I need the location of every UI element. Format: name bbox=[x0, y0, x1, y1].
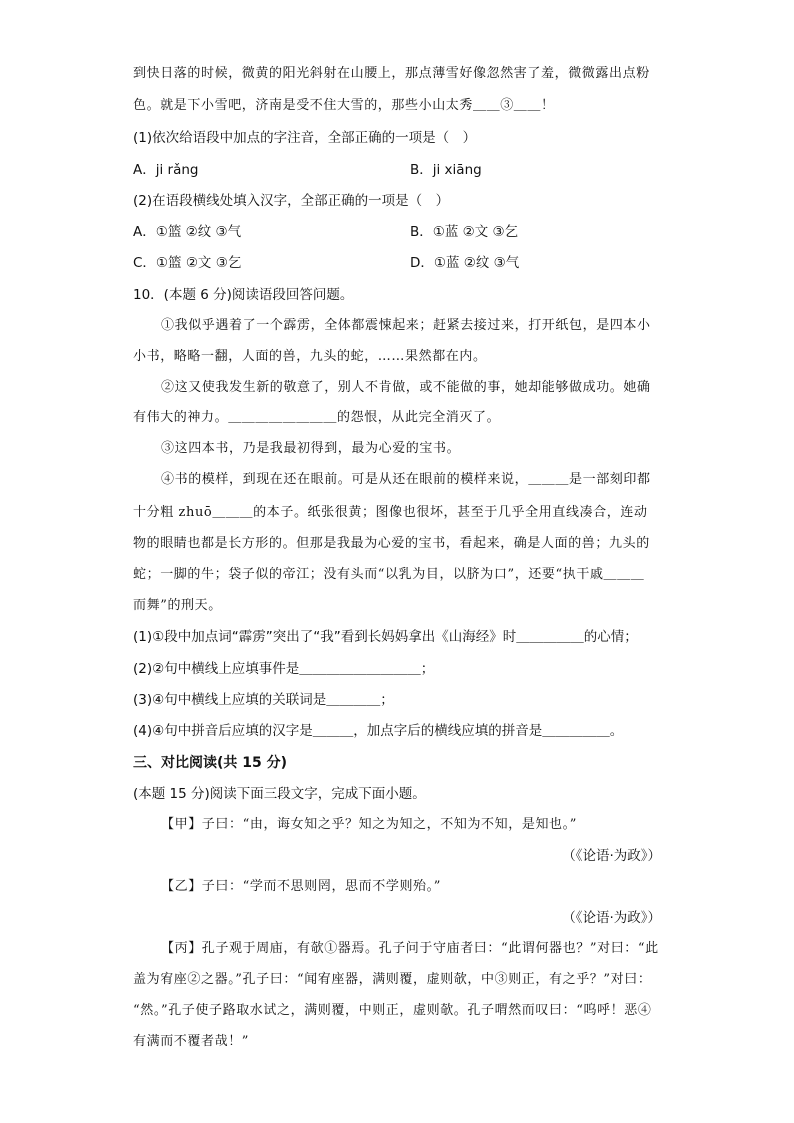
passage-line: ①我似乎遇着了一个霹雳，全体都震悚起来；赶紧去接过来，打开纸包，是四本小 bbox=[161, 318, 651, 333]
passage-line: 【甲】子曰：“由，诲女知之乎？知之为知之，不知为不知，是知也。” bbox=[161, 817, 577, 832]
option-d: D．①蓝 ②纹 ③气 bbox=[410, 255, 520, 271]
passage-line: 物的眼睛也都是长方形的。但那是我最为心爱的宝书，看起来，确是人面的兽；九头的 bbox=[133, 536, 650, 551]
passage-line: 色。就是下小雪吧，济南是受不住大雪的，那些小山太秀＿＿③＿＿！ bbox=[133, 98, 555, 113]
sub-question: (4)④句中拼音后应填的汉字是＿＿＿，加点字后的横线应填的拼音是＿＿＿＿＿。 bbox=[133, 723, 624, 739]
option-b: B．①蓝 ②文 ③乞 bbox=[410, 224, 519, 240]
passage-line: 有满而不覆者哉！” bbox=[133, 1034, 250, 1049]
question-stem: (本题 15 分)阅读下面三段文字，完成下面小题。 bbox=[133, 786, 426, 802]
passage-line: 蛇；一脚的牛；袋子似的帝江；没有头而“以乳为目，以脐为口”，还要“执干戚＿＿＿ bbox=[133, 567, 645, 582]
option-b: B．ji xiāng bbox=[410, 162, 482, 178]
question-stem: (1)依次给语段中加点的字注音，全部正确的一项是（ ） bbox=[133, 130, 477, 146]
passage-line: “然。”孔子使子路取水试之，满则覆，中则正，虚则欹。孔子喟然而叹曰：“呜呼！恶④ bbox=[133, 1003, 652, 1018]
passage-line: 而舞”的刑天。 bbox=[133, 598, 222, 613]
option-a: A．ji rǎng bbox=[133, 162, 199, 178]
question-stem: 10．(本题 6 分)阅读语段回答问题。 bbox=[133, 287, 354, 303]
passage-line: 【乙】子曰：“学而不思则罔，思而不学则殆。” bbox=[161, 879, 441, 894]
passage-line: 有伟大的神力。＿＿＿＿＿＿＿＿的怨恨，从此完全消灭了。 bbox=[133, 410, 501, 425]
passage-line: ②这又使我发生新的敬意了，别人不肯做，或不能做的事，她却能够做成功。她确 bbox=[161, 380, 651, 395]
passage-line: ③这四本书，乃是我最初得到，最为心爱的宝书。 bbox=[161, 441, 461, 456]
passage-line: 盖为宥座②之器。”孔子曰：“闻宥座器，满则覆，虚则欹，中③则正，有之乎？”对曰： bbox=[133, 972, 652, 987]
passage-line: 到快日落的时候，微黄的阳光斜射在山腰上，那点薄雪好像忽然害了羞，微微露出点粉 bbox=[133, 66, 650, 81]
passage-line: 十分粗 zhuō＿＿＿的本子。纸张很黄；图像也很坏，甚至于几乎全用直线凑合，连动 bbox=[133, 505, 648, 520]
passage-line: 【丙】孔子观于周庙，有欹①器焉。孔子问于守庙者曰：“此谓何器也？”对曰：“此 bbox=[161, 941, 659, 956]
passage-line: ④书的模样，到现在还在眼前。可是从还在眼前的模样来说，＿＿＿是一部刻印都 bbox=[161, 472, 651, 487]
source-citation: （《论语·为政》） bbox=[562, 910, 661, 926]
sub-question: (2)②句中横线上应填事件是＿＿＿＿＿＿＿＿＿； bbox=[133, 661, 435, 677]
option-a: A．①篮 ②纹 ③气 bbox=[133, 224, 242, 240]
section-heading: 三、对比阅读(共 15 分) bbox=[133, 755, 288, 771]
option-c: C．①篮 ②文 ③乞 bbox=[133, 255, 242, 271]
sub-question: (3)④句中横线上应填的关联词是＿＿＿＿； bbox=[133, 692, 394, 708]
question-stem: (2)在语段横线处填入汉字，全部正确的一项是（ ） bbox=[133, 193, 450, 209]
passage-line: 小书，略略一翻，人面的兽，九头的蛇，……果然都在内。 bbox=[133, 349, 487, 364]
source-citation: （《论语·为政》） bbox=[562, 848, 661, 864]
sub-question: (1)①段中加点词“霹雳”突出了“我”看到长妈妈拿出《山海经》时＿＿＿＿＿的心情； bbox=[133, 629, 638, 645]
